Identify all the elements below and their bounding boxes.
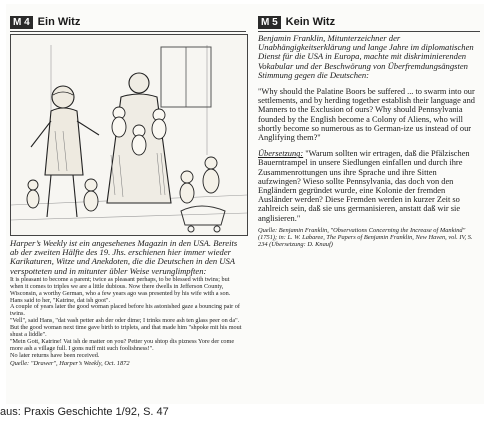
m4-joke-paragraph-5: "Mein Gott, Katrine! Vat ish de matter on you? Petter you shtop dis pizness Yore der come more ash a village full. I gons nuff mit such foolishness!". — [10, 337, 235, 352]
m5-quote-german-text: "Warum sollten wir ertragen, daß die Pfälzischen Bauerntrampel in unsere Siedlungen einfallen und durch ihre Zusammenrottungen uns ihre Sprache und ihre Sitten aufzwingen? Wieso sollte Pennsylvania, das doch von den Engländern gegründet wurde, eine Kolonie der fremden Ausländer werden? Diese Fremden werden in kurzer Zeit so zahlreich sein, daß sie uns germanisieren, anstatt daß wir sie anglisieren." — [258, 149, 470, 223]
m4-title: Ein Witz — [37, 16, 81, 28]
m4-joke-paragraph-6: No later returns have been received. — [10, 351, 100, 359]
m4-header — [10, 14, 80, 30]
m5-rule — [258, 31, 480, 32]
m5-badge: M 5 — [258, 16, 281, 29]
m4-intro: Harper’s Weekly ist ein angesehenes Magazin in den USA. Bereits ab der zweiten Hälfte des 19. Jhs. erschienen hier immer wieder Karikaturen, Witze und Anekdoten, die die Deutschen in den USA verspotteten und in mitunter übler Weise verunglimpften: — [10, 238, 238, 276]
m5-quote-german — [258, 149, 480, 223]
m4-source: Quelle: "Drawer", Harper’s Weekly, Oct. 1872 — [10, 359, 130, 367]
cartoon-illustration — [10, 34, 248, 236]
m5-title: Kein Witz — [285, 16, 336, 28]
m4-text — [10, 239, 244, 367]
m4-joke-paragraph-1: It is pleasant to become a parent; twice as pleasant perhaps, to be blessed with twins; but when it comes to triples we are a little dubious. Now there dwells in Jefferson County, Wisconsin, a worthy German, who a few years ago was presented by his wife with a son. Hans said to her, "Katrine, dat ish goot". — [10, 275, 231, 304]
m5-text — [258, 34, 480, 252]
m4-joke-paragraph-4: But the good woman next time gave birth to triplets, and that made him "shpoke mit his mout shust a liddle". — [10, 324, 242, 339]
source-caption: aus: Praxis Geschichte 1/92, S. 47 — [0, 406, 169, 418]
m5-quote-english: "Why should the Palatine Boors be suffered ... to swarm into our settlements, and by herding together establish their language and Manners to the Exclusion of ours? Why should Pennsylvania founded by the English become a Colony of Aliens, who will shortly become so numerous as to German-ize us instead of our Anglifying them?" — [258, 87, 475, 143]
translation-label: Übersetzung: — [258, 149, 304, 159]
textbook-page — [6, 4, 484, 404]
m4-badge: M 4 — [10, 16, 33, 29]
m4-joke-paragraph-2: A couple of years later the good woman placed before his astonished gaze a bouncing pair of twins. — [10, 303, 240, 318]
m4-joke-paragraph-3: "Vell", said Hans, "dat vash petter ash der oder dime; I trinks more ash ten glass peer on da". — [10, 317, 240, 325]
m5-source: Quelle: Benjamin Franklin, "Observations Concerning the Increase of Mankind" (1751); in: L. W. Labaree, The Papers of Benjamin Franklin, New Haven, vol. IV, S. 234 (Übersetzung: D. Knauf) — [258, 226, 473, 248]
m4-rule — [10, 31, 246, 32]
m5-header — [258, 14, 335, 30]
cartoon-drawing — [11, 35, 247, 235]
m5-intro: Benjamin Franklin, Mitunterzeichner der Unabhängigkeitserklärung und lange Jahre im diplomatischen Dienst für die USA in Europa, machte mit diskriminierenden Vokabular und der Beschwörung von Überfremdungsängsten Stimmung gegen die Deutschen: — [258, 33, 474, 80]
